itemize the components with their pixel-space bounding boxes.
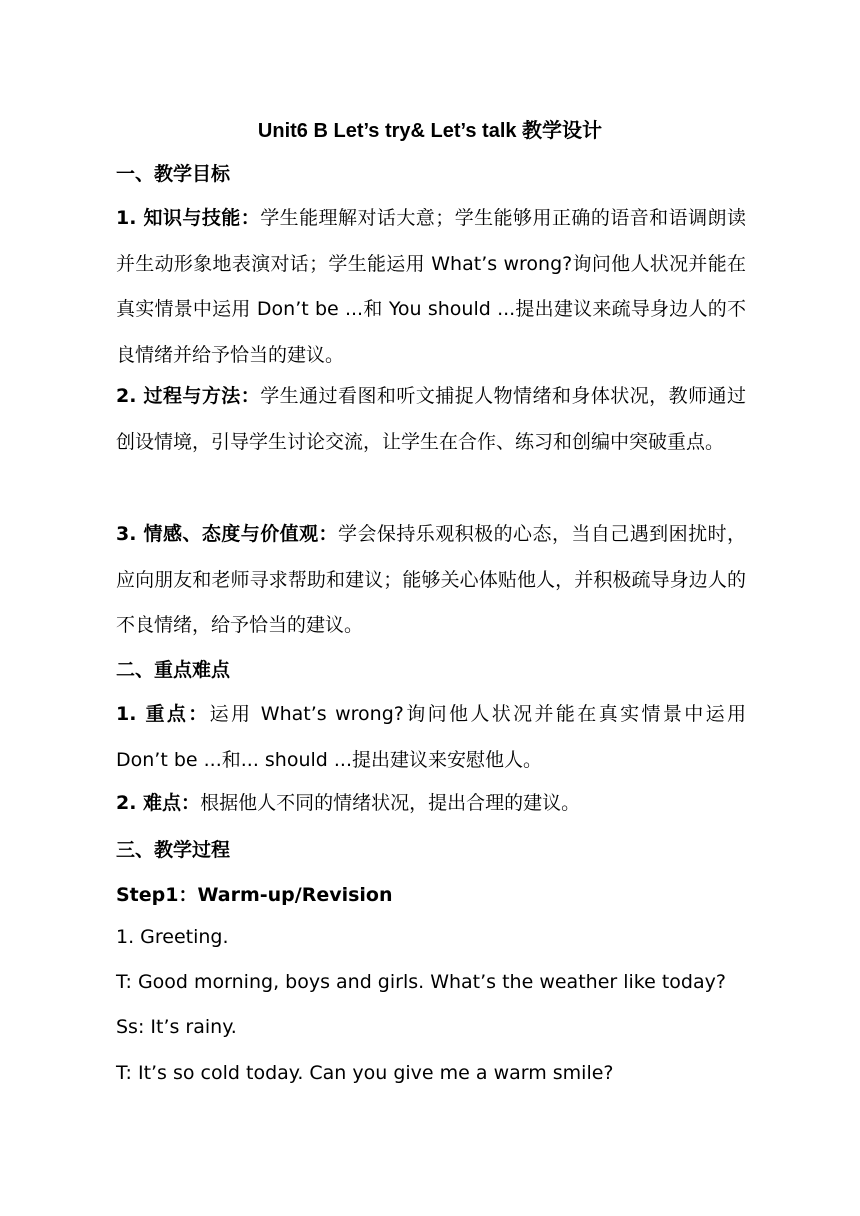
objective-text: 学会保持乐观积极的心态，当自己遇到困扰时，应向朋友和老师寻求帮助和建议；能够关心体贴他人，并积极疏导身边人的不良情绪，给予恰当的建议。 bbox=[116, 523, 746, 636]
objective-label: 2. 过程与方法： bbox=[116, 385, 261, 407]
keypoint-text: 根据他人不同的情绪状况，提出合理的建议。 bbox=[200, 792, 581, 814]
process-line: T: Good morning, boys and girls. What’s the weather like today? bbox=[116, 971, 726, 993]
process-line: 1. Greeting. bbox=[116, 926, 229, 948]
document-title: Unit6 B Let’s try& Let’s talk 教学设计 bbox=[257, 120, 603, 142]
section-heading-objectives: 一、教学目标 bbox=[116, 163, 231, 185]
keypoint-label: 2. 难点： bbox=[116, 792, 201, 814]
objective-process bbox=[116, 374, 746, 465]
step-heading: Step1：Warm-up/Revision bbox=[116, 884, 393, 906]
objective-label: 3. 情感、态度与价值观： bbox=[116, 523, 338, 545]
keypoint-label: 1. 重点： bbox=[116, 703, 210, 725]
objective-values bbox=[116, 512, 746, 649]
keypoint-difficulty bbox=[116, 781, 746, 827]
process-line: T: It’s so cold today. Can you give me a warm smile? bbox=[116, 1062, 614, 1084]
objective-knowledge bbox=[116, 196, 746, 378]
section-heading-process: 三、教学过程 bbox=[116, 839, 231, 861]
objective-text: 学生通过看图和听文捕捉人物情绪和身体状况，教师通过创设情境，引导学生讨论交流，让学生在合作、练习和创编中突破重点。 bbox=[116, 385, 746, 453]
keypoint-text: 运用 What’s wrong?询问他人状况并能在真实情景中运用 Don’t be ...和... should ...提出建议来安慰他人。 bbox=[116, 703, 747, 771]
objective-label: 1. 知识与技能： bbox=[116, 207, 261, 229]
keypoint-focus bbox=[116, 692, 746, 783]
section-heading-keypoints: 二、重点难点 bbox=[116, 659, 231, 681]
process-line: Ss: It’s rainy. bbox=[116, 1016, 237, 1038]
objective-text: 学生能理解对话大意；学生能够用正确的语音和语调朗读并生动形象地表演对话；学生能运用 What’s wrong?询问他人状况并能在真实情景中运用 Don’t be ...和 You should ...提出建议来疏导身边人的不良情绪并给予恰当的建议。 bbox=[116, 207, 746, 366]
